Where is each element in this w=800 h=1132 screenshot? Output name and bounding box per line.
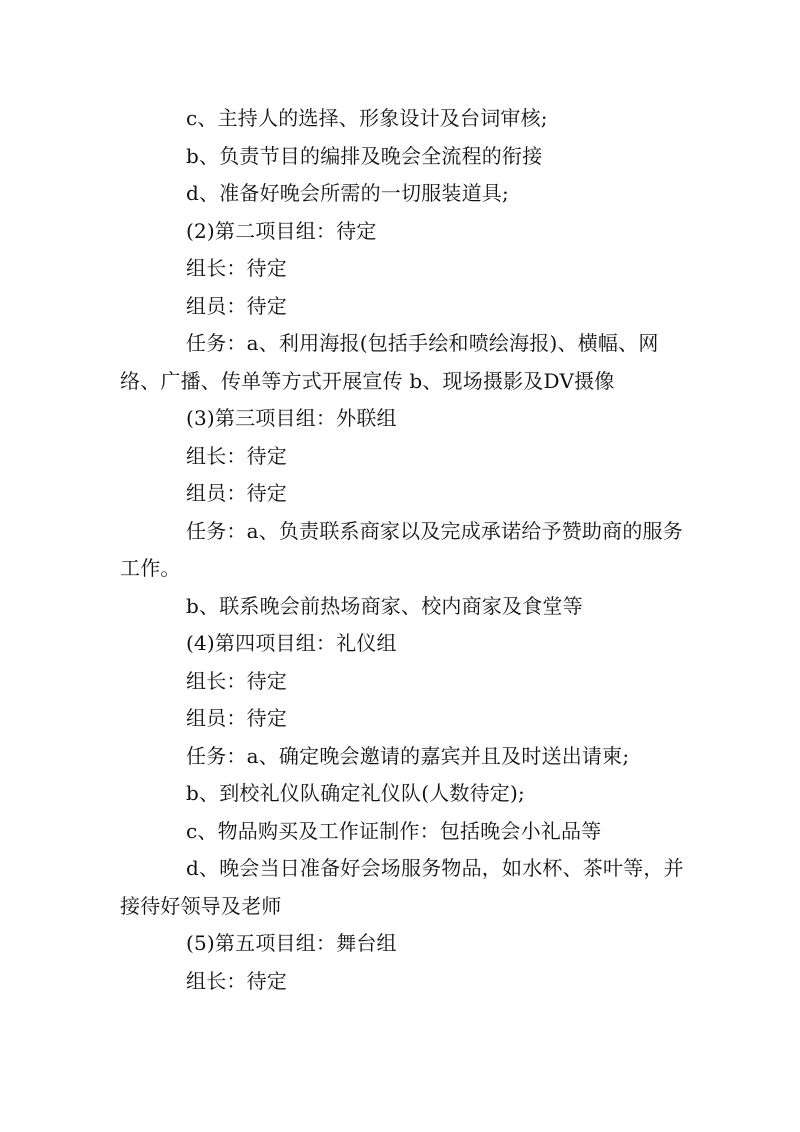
paragraph: 任务：a、负责联系商家以及完成承诺给予赞助商的服务工作。 xyxy=(120,518,683,580)
paragraph: 组长：待定 xyxy=(186,256,287,280)
paragraph: 任务：a、确定晚会邀请的嘉宾并且及时送出请柬; xyxy=(186,743,630,768)
section-heading: (4)第四项目组：礼仪组 xyxy=(186,631,397,655)
section-heading: (2)第二项目组：待定 xyxy=(186,218,377,243)
paragraph: b、负责节目的编排及晚会全流程的衔接 xyxy=(186,143,543,168)
paragraph: d、准备好晚会所需的一切服装道具; xyxy=(186,181,509,205)
paragraph: b、到校礼仪队确定礼仪队(人数待定); xyxy=(186,781,525,805)
paragraph: 组长：待定 xyxy=(186,443,287,468)
section-heading: (3)第三项目组：外联组 xyxy=(186,406,397,430)
paragraph: d、晚会当日准备好会场服务物品，如水杯、茶叶等，并接待好领导及老师 xyxy=(120,856,684,918)
paragraph: 组长：待定 xyxy=(186,968,287,993)
paragraph: c、物品购买及工作证制作：包括晚会小礼品等 xyxy=(186,818,602,843)
paragraph: 组长：待定 xyxy=(186,668,287,693)
document-body xyxy=(120,100,690,1000)
paragraph: 组员：待定 xyxy=(186,293,287,318)
paragraph: 组员：待定 xyxy=(186,706,287,730)
paragraph: c、主持人的选择、形象设计及台词审核; xyxy=(186,106,548,130)
section-heading: (5)第五项目组：舞台组 xyxy=(186,931,397,955)
paragraph: 任务：a、利用海报(包括手绘和喷绘海报)、横幅、网络、广播、传单等方式开展宣传 b、现场摄影及DV摄像 xyxy=(120,331,659,393)
paragraph: b、联系晚会前热场商家、校内商家及食堂等 xyxy=(186,593,583,618)
paragraph: 组员：待定 xyxy=(186,481,287,505)
